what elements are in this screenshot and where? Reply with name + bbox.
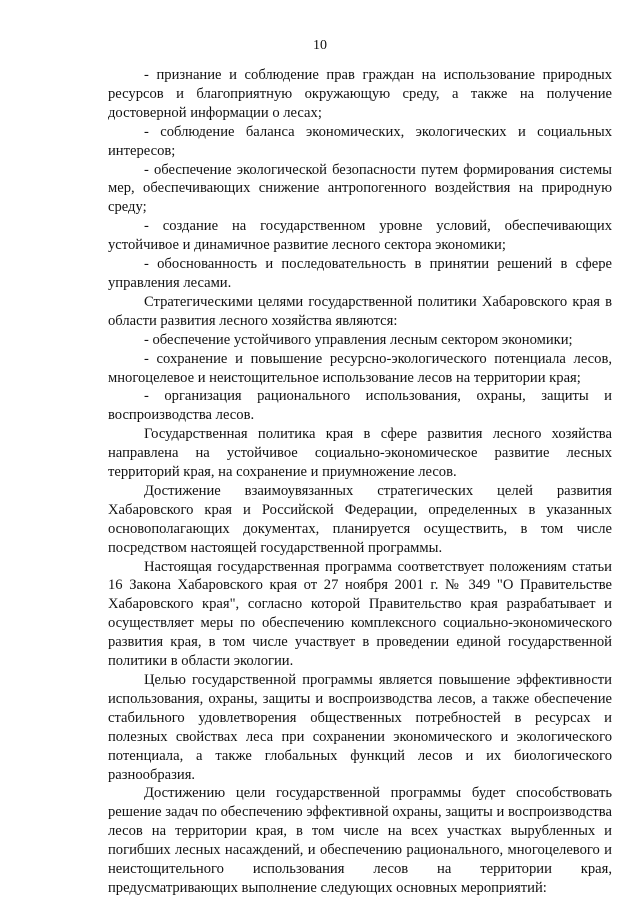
- paragraph: - признание и соблюдение прав граждан на использование природных ресурсов и благоприятную окружающую среду, а также на получение достоверной информации о лесах;: [108, 67, 612, 121]
- paragraph: Достижению цели государственной программы будет способствовать решение задач по обеспечению эффективной охраны, защиты и воспроизводства лесов на территории края, в том числе на всех участках вырубленных и погибших лесных насаждений, и обеспечению рационального, многоцелевого и неистощительного использования лесов на территории края, предусматривающих выполнение следующих основных мероприятий:: [108, 785, 612, 896]
- page-number: 10: [313, 38, 327, 53]
- paragraph: - соблюдение баланса экономических, экологических и социальных интересов;: [108, 123, 612, 159]
- paragraph: - обеспечение устойчивого управления лесным сектором экономики;: [144, 331, 573, 348]
- paragraph: Настоящая государственная программа соответствует положениям статьи 16 Закона Хабаровского края от 27 ноября 2001 г. № 349 "О Правительстве Хабаровского края", согласно которой Правительство края разрабатывает и осуществляет меры по обеспечению комплексного социально-экономического развития края, в том числе участвует в проведении единой государственной политики в области экологии.: [108, 558, 612, 670]
- paragraph: - сохранение и повышение ресурсно-экологического потенциала лесов, многоцелевое и неистощительное использование лесов на территории края;: [108, 350, 612, 386]
- paragraph: - организация рационального использования, охраны, защиты и воспроизводства лесов.: [108, 388, 612, 424]
- paragraph: Государственная политика края в сфере развития лесного хозяйства направлена на устойчивое социально-экономическое развитие лесных территорий края, на сохранение и приумножение лесов.: [108, 426, 612, 481]
- paragraph: - создание на государственном уровне условий, обеспечивающих устойчивое и динамичное развитие лесного сектора экономики;: [108, 218, 612, 254]
- paragraph: Целью государственной программы является повышение эффективности использования, охраны, защиты и воспроизводства лесов, а также обеспечение стабильного удовлетворения общественных потребностей в ресурсах и полезных свойствах леса при сохранении экономического и экологического потенциала, а также глобальных функций лесов и их биологического разнообразия.: [108, 672, 612, 783]
- paragraph: Стратегическими целями государственной политики Хабаровского края в области развития лесного хозяйства являются:: [108, 293, 612, 329]
- paragraph: Достижение взаимоувязанных стратегических целей развития Хабаровского края и Российской Федерации, определенных в указанных основополагающих документах, планируется осуществить, в том числе посредством настоящей государственной программы.: [108, 482, 612, 556]
- paragraph: - обеспечение экологической безопасности путем формирования системы мер, обеспечивающих снижение антропогенного воздействия на природную среду;: [108, 161, 612, 216]
- paragraph: - обоснованность и последовательность в принятии решений в сфере управления лесами.: [108, 256, 612, 291]
- document-body: [108, 66, 612, 898]
